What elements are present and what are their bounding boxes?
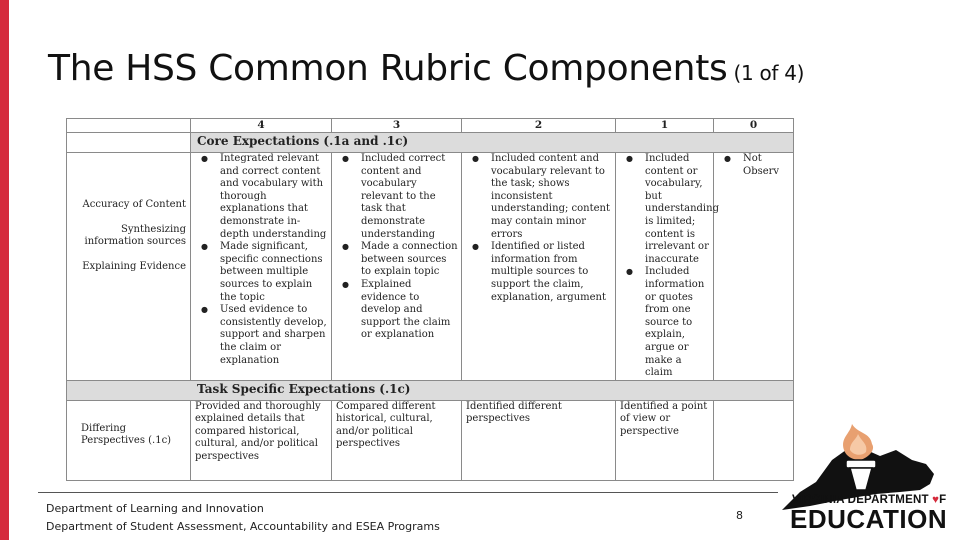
score-header-row xyxy=(67,119,794,133)
list-item: ● Included content and vocabulary relevant to the task; shows inconsistent understanding; content may contain minor errors xyxy=(478,153,613,241)
slide-title-main: The HSS Common Rubric Components xyxy=(48,48,728,89)
logo-line-1: VIRGINIA DEPARTMENT ♥F xyxy=(792,494,947,506)
label-differing-perspectives: Differing Perspectives (.1c) xyxy=(81,422,172,447)
core-score-1 xyxy=(616,153,719,381)
section-blank xyxy=(67,133,191,153)
core-score-0 xyxy=(714,153,794,381)
task-score-2: Identified different perspectives xyxy=(462,400,616,480)
core-score-3 xyxy=(332,153,462,381)
label-explaining: Explaining Evidence xyxy=(82,260,186,272)
list-item: ● Made significant, specific connections between multiple sources to explain the topic xyxy=(207,241,329,304)
list-item: ● Not Observ xyxy=(730,153,791,178)
page-number: 8 xyxy=(736,509,743,522)
task-section-row xyxy=(67,380,794,400)
core-section-title: Core Expectations (.1a and .1c) xyxy=(191,133,794,153)
accent-bar xyxy=(0,0,9,540)
core-labels xyxy=(67,153,191,381)
score-header-3: 3 xyxy=(332,119,462,133)
score-header-0: 0 xyxy=(714,119,794,133)
rubric-table-image xyxy=(66,118,793,463)
slide-title xyxy=(48,48,804,89)
header-blank xyxy=(67,119,191,133)
core-score-4 xyxy=(191,153,332,381)
label-synthesizing: Synthesizing information sources xyxy=(84,223,186,248)
footer-line-1: Department of Learning and Innovation xyxy=(46,502,264,515)
score-header-4: 4 xyxy=(191,119,332,133)
footer-divider xyxy=(38,492,778,493)
task-score-3: Compared different historical, cultural, and/or political perspectives xyxy=(332,400,462,480)
core-score-2 xyxy=(462,153,616,381)
logo-line-2: EDUCATION xyxy=(790,504,948,534)
score-header-1: 1 xyxy=(616,119,714,133)
list-item: ● Identified or listed information from multiple sources to support the claim, explanation, argument xyxy=(478,241,613,304)
task-score-1: Identified a point of view or perspective xyxy=(616,400,714,480)
core-row xyxy=(67,153,794,381)
list-item: ● Integrated relevant and correct content and vocabulary with thorough explanations that demonstrate in-depth understanding xyxy=(207,153,329,241)
task-label-cell xyxy=(67,400,191,480)
list-item: ● Included correct content and vocabulary relevant to the task that demonstrate understanding xyxy=(348,153,459,241)
slide-title-sub: (1 of 4) xyxy=(733,61,805,85)
rubric-table xyxy=(66,118,794,481)
list-item: ● Used evidence to consistently develop, support and sharpen the claim or explanation xyxy=(207,304,329,367)
task-row xyxy=(67,400,794,480)
list-item: ● Included content or vocabulary, but understanding is limited; content is irrelevant or inaccurate xyxy=(632,153,711,266)
task-score-4: Provided and thoroughly explained details that compared historical, cultural, and/or political perspectives xyxy=(191,400,332,480)
task-section-title: Task Specific Expectations (.1c) xyxy=(67,380,794,400)
list-item: ● Made a connection between sources to explain topic xyxy=(348,241,459,279)
label-accuracy: Accuracy of Content xyxy=(82,199,186,210)
core-section-row xyxy=(67,133,794,153)
score-header-2: 2 xyxy=(462,119,616,133)
heart-icon: ♥ xyxy=(932,494,940,506)
footer-line-2: Department of Student Assessment, Accountability and ESEA Programs xyxy=(46,520,440,533)
list-item: ● Explained evidence to develop and support the claim or explanation xyxy=(348,279,459,342)
list-item: ● Included information or quotes from one source to explain, argue or make a claim xyxy=(632,266,711,379)
